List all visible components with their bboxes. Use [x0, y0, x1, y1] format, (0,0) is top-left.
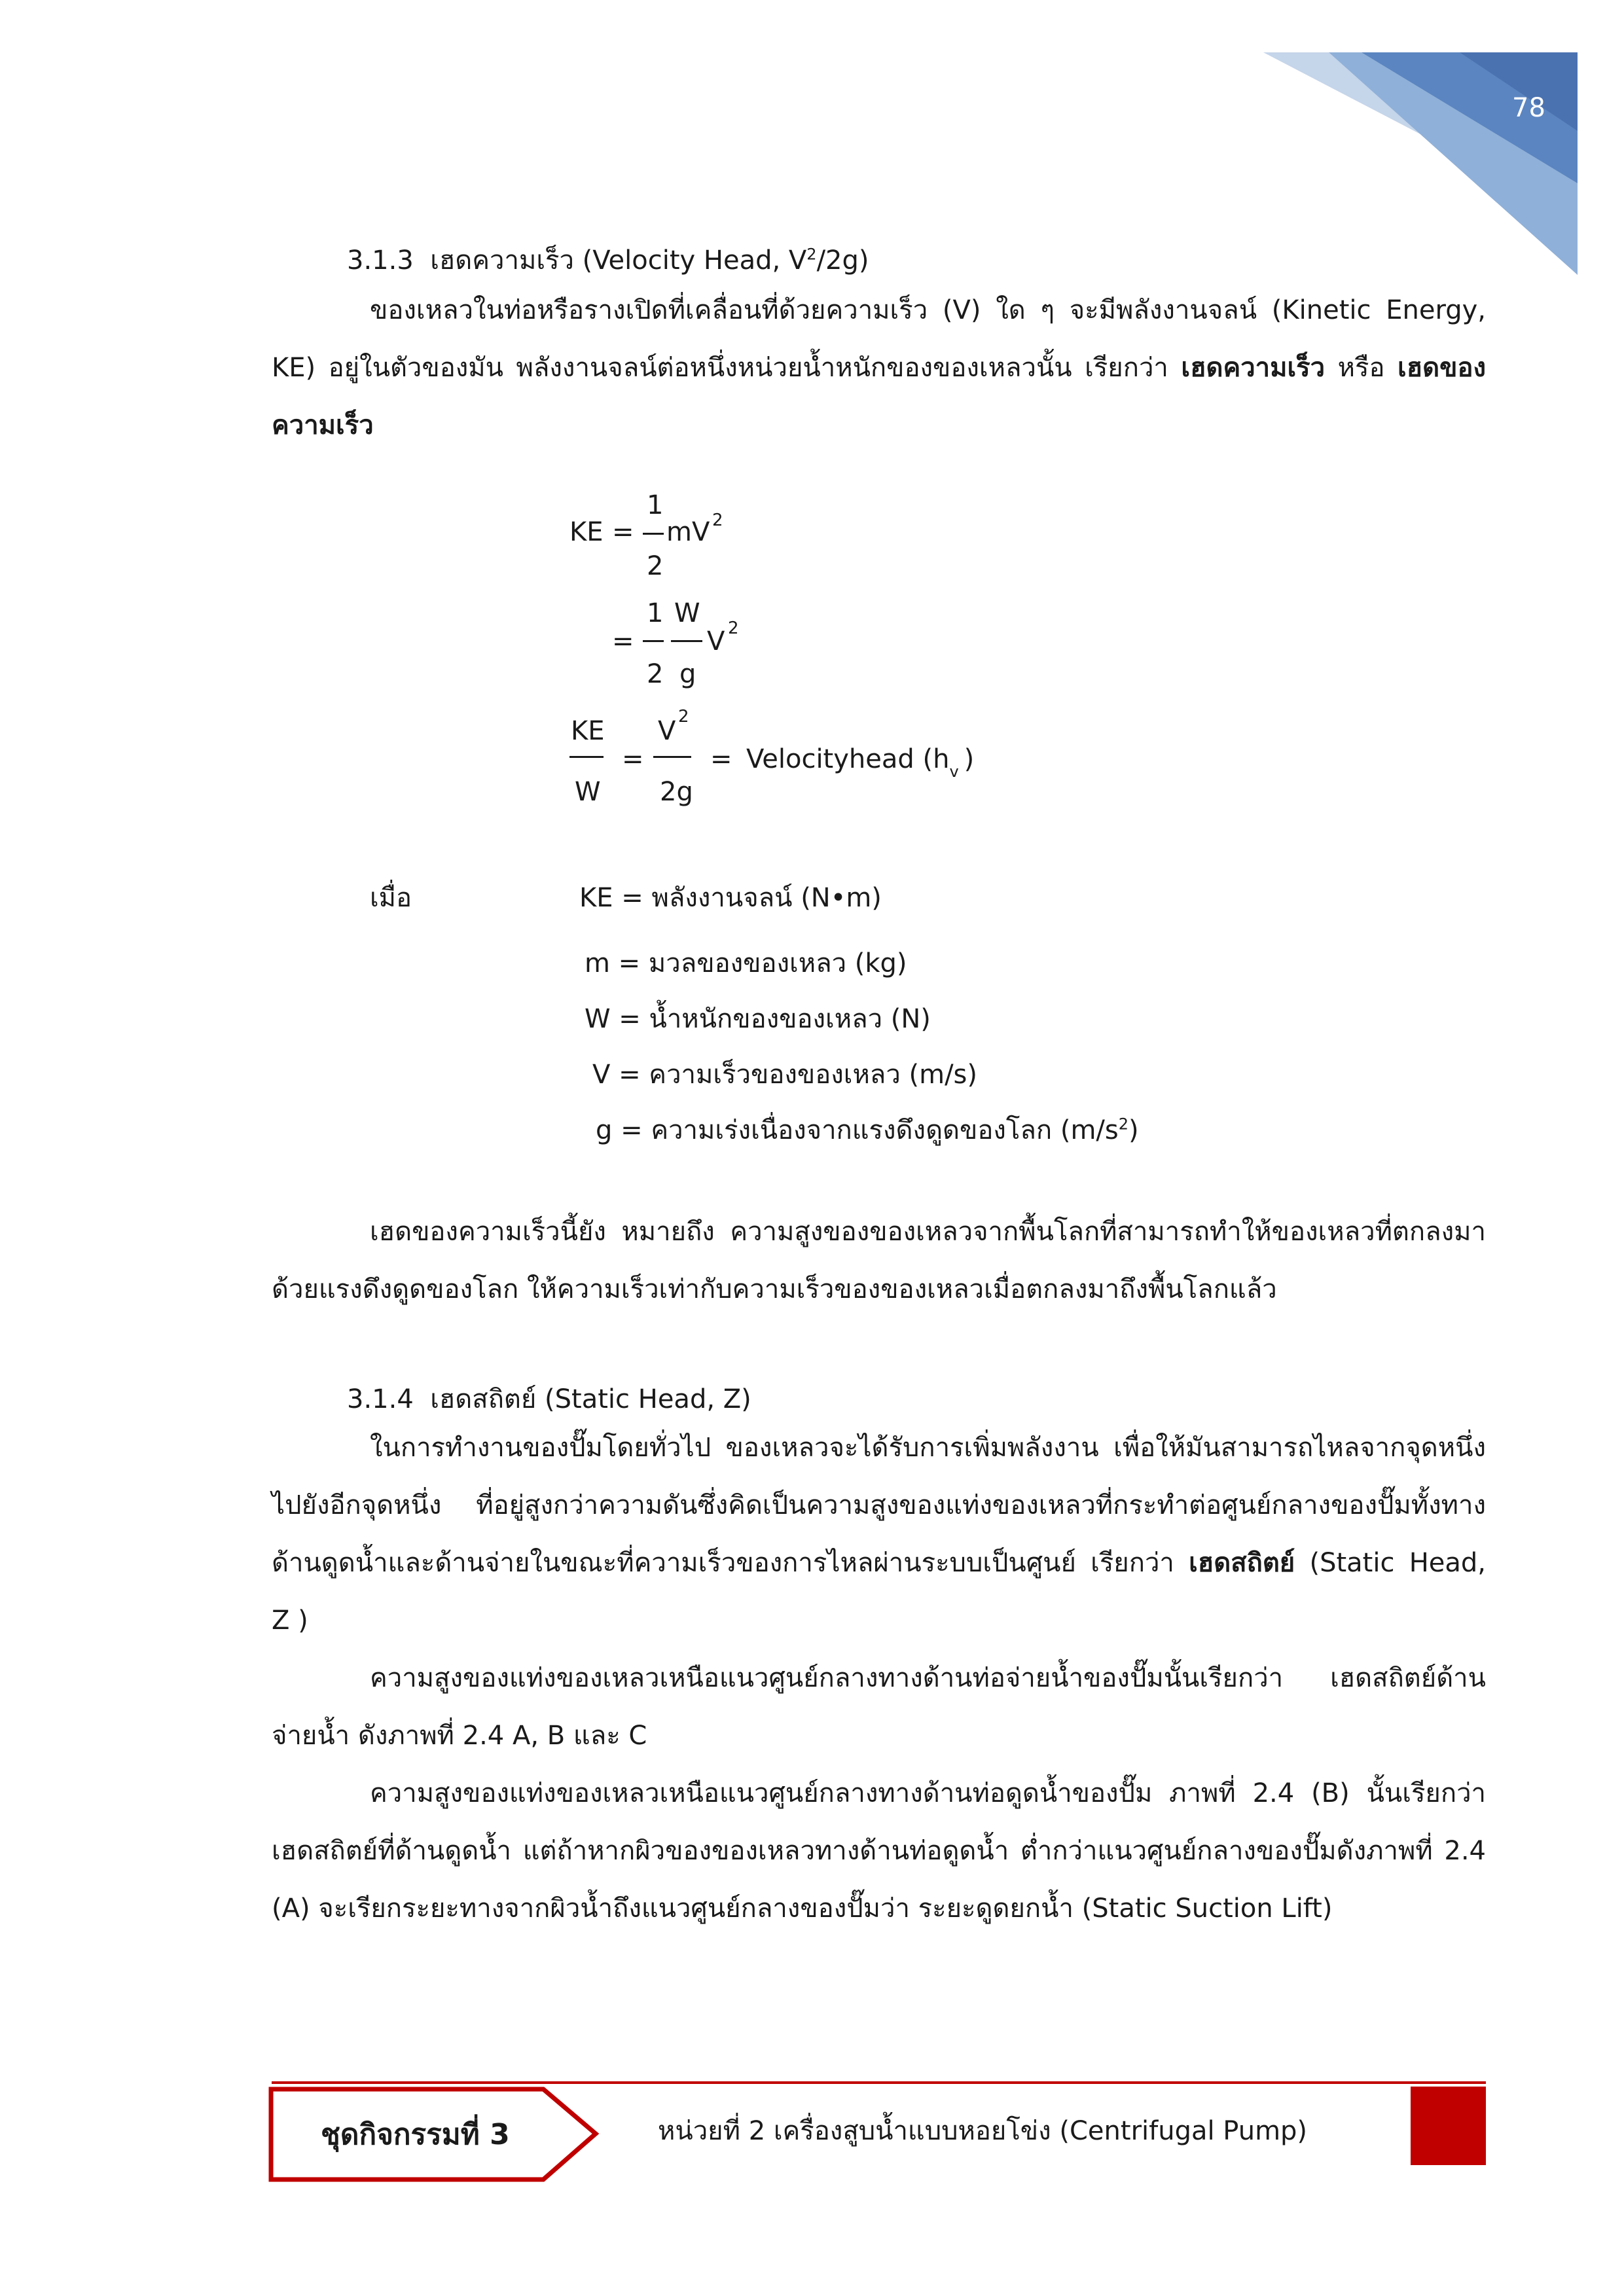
- fraction-bar: [671, 640, 702, 642]
- page-number: 78: [1512, 93, 1545, 123]
- paragraph-suction-head: ความสูงของแท่งของเหลวเหนือแนวศูนย์กลางทางด้านท่อดูดน้ำของปั๊ม ภาพที่ 2.4 (B) นั้นเรียกว่า เฮดสถิตย์ที่ด้านดูดน้ำ แต่ถ้าหากผิวของของเหลวทางด้านท่อดูดน้ำ ต่ำกว่าแนวศูนย์กลางของปั๊มดังภาพที่ 2.4 (A) จะเรียกระยะทางจากผิวน้ำถึงแนวศูนย์กลางของปั๊มว่า ระยะดูดยกน้ำ (Static Suction Lift): [272, 1778, 1486, 1924]
- paragraph-meaning: เฮดของความเร็วนี้ยัง หมายถึง ความสูงของของเหลวจากพื้นโลกที่สามารถทำให้ของเหลวที่ตกลงมาด้วยแรงดึงดูดของโลก ให้ความเร็วเท่ากับความเร็วของของเหลวเมื่อตกลงมาถึงพื้นโลกแล้ว: [272, 1217, 1486, 1304]
- eq-velocity-head-text: Velocityhead (h: [746, 744, 950, 774]
- heading-text: เฮดสถิตย์ (Static Head, Z): [430, 1384, 751, 1414]
- eq-ke-label: KE: [569, 517, 604, 547]
- term-static-head: เฮดสถิตย์: [1189, 1548, 1295, 1578]
- eq-numerator: 1: [647, 598, 664, 628]
- paragraph-text: (Static Head, Z ): [272, 1548, 1486, 1636]
- heading-tail: /2g): [816, 245, 869, 276]
- paragraph-discharge-head: ความสูงของแท่งของเหลวเหนือแนวศูนย์กลางทางด้านท่อจ่ายน้ำของปั๊มนั้นเรียกว่า เฮดสถิตย์ด้านจ่ายน้ำ ดังภาพที่ 2.4 A, B และ C: [272, 1663, 1486, 1751]
- eq-equals: =: [710, 744, 732, 774]
- def-v: V = ความเร็วของของเหลว (m/s): [592, 1060, 977, 1090]
- eq-exponent: 2: [728, 619, 739, 638]
- paragraph-text: หรือ: [1325, 353, 1398, 383]
- eq-gravity: g: [679, 659, 696, 689]
- def-g-tail: ): [1128, 1115, 1139, 1145]
- paragraph-static-head: [272, 1419, 1486, 1649]
- heading-3-1-3: [347, 247, 869, 274]
- eq-equals: =: [622, 744, 644, 774]
- paragraph-velocity-head: [272, 281, 1486, 454]
- eq-denominator: 2: [647, 551, 664, 581]
- eq-numerator: 1: [647, 490, 664, 520]
- def-w: W = น้ำหนักของของเหลว (N): [585, 1004, 931, 1034]
- heading-number: 3.1.3: [347, 245, 414, 276]
- paragraph-text: ของเหลวในท่อหรือรางเปิดที่เคลื่อนที่ด้วยความเร็ว (V) ใด ๆ จะมีพลังงานจลน์ (Kinetic Energy, KE) อยู่ในตัวของมัน พลังงานจลน์ต่อหนึ่งหน่วยน้ำหนักของของเหลวนั้น เรียกว่า: [272, 295, 1486, 383]
- heading-number: 3.1.4: [347, 1384, 414, 1414]
- fraction-bar: [653, 756, 691, 758]
- def-g-sup: 2: [1118, 1115, 1129, 1134]
- eq-velocity: V: [707, 626, 725, 656]
- fraction-bar: [643, 640, 664, 642]
- eq-ke-numerator: KE: [571, 716, 605, 746]
- def-m: m = มวลของของเหลว (kg): [585, 948, 907, 978]
- fraction-bar: [569, 756, 604, 758]
- eq-paren: ): [964, 744, 975, 774]
- def-g-text: g = ความเร่งเนื่องจากแรงดึงดูดของโลก (m/s: [596, 1115, 1119, 1145]
- eq-equals: =: [612, 626, 634, 656]
- eq-velocity-head: [746, 744, 975, 781]
- where-label: เมื่อ: [370, 883, 412, 913]
- def-ke: KE = พลังงานจลน์ (N•m): [579, 883, 882, 913]
- paragraph-text: ในการทำงานของปั๊มโดยทั่วไป ของเหลวจะได้รับการเพิ่มพลังงาน เพื่อให้มันสามารถไหลจากจุดหนึ่งไปยังอีกจุดหนึ่ง ที่อยู่สูงกว่าความดันซึ่งคิดเป็นความสูงของแท่งของเหลวที่กระทำต่อศูนย์กลางของปั๊มทั้งทางด้านดูดน้ำและด้านจ่ายในขณะที่ความเร็วของการไหลผ่านระบบเป็นศูนย์ เรียกว่า: [272, 1433, 1486, 1578]
- heading-sup: 2: [806, 245, 817, 264]
- term-head-of-velocity: เฮดของความเร็ว: [272, 353, 1486, 440]
- eq-exponent: 2: [712, 511, 723, 530]
- activity-set-label: ชุดกิจกรรมที่ 3: [321, 2118, 510, 2151]
- eq-mv: mV: [666, 517, 710, 547]
- footer-rule: [272, 2081, 1486, 2084]
- eq-weight-denominator: W: [575, 777, 601, 807]
- eq-equals: =: [612, 517, 634, 547]
- def-g: [596, 1117, 1139, 1143]
- heading-3-1-4: [347, 1386, 751, 1412]
- fraction-bar: [643, 533, 664, 535]
- eq-exponent: 2: [678, 707, 689, 726]
- eq-velocity-numerator: V: [658, 716, 676, 746]
- eq-subscript: v: [949, 762, 959, 781]
- eq-denominator: 2: [647, 659, 664, 689]
- heading-text: เฮดความเร็ว (Velocity Head, V: [430, 245, 807, 276]
- unit-title: หน่วยที่ 2 เครื่องสูบน้ำแบบหอยโข่ง (Centrifugal Pump): [658, 2116, 1308, 2146]
- term-velocity-head: เฮดความเร็ว: [1181, 353, 1326, 383]
- eq-weight: W: [674, 598, 700, 628]
- footer-red-block: [1411, 2087, 1486, 2165]
- eq-2g-denominator: 2g: [660, 777, 693, 807]
- corner-decoration: [1263, 52, 1578, 275]
